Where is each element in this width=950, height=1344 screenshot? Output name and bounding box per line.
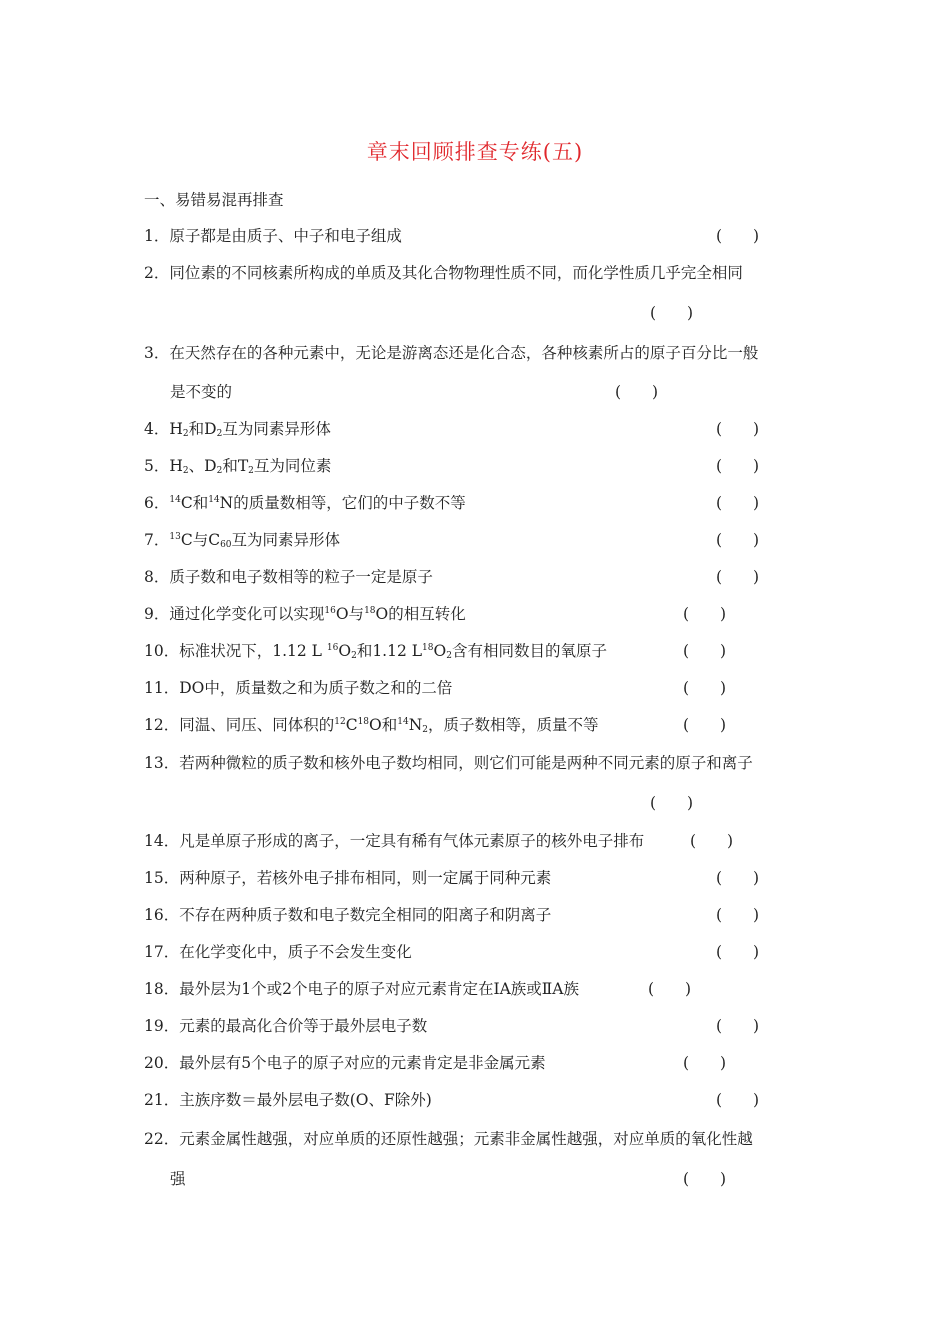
question-11: 11．DO中，质量数之和为质子数之和的二倍 — [144, 679, 453, 697]
question-8: 8．质子数和电子数相等的粒子一定是原子 — [144, 568, 433, 586]
question-4: 4．$H_2$和$D_2$互为同素异形体 — [144, 420, 331, 439]
answer-bracket-17[interactable]: ( ) — [716, 943, 760, 961]
question-7: 7．$^{13}$C与$C_{60}$互为同素异形体 — [144, 531, 341, 550]
question-17: 17．在化学变化中，质子不会发生变化 — [144, 943, 412, 961]
answer-bracket-14[interactable]: ( ) — [690, 832, 734, 850]
answer-bracket-4[interactable]: ( ) — [716, 420, 760, 438]
question-18: 18．最外层为1个或2个电子的原子对应元素肯定在ⅠA族或ⅡA族 — [144, 980, 580, 998]
question-22: 22．元素金属性越强，对应单质的还原性越强；元素非金属性越强，对应单质的氧化性越 — [144, 1130, 753, 1148]
answer-bracket-22[interactable]: ( ) — [683, 1170, 727, 1188]
question-13: 13．若两种微粒的质子数和核外电子数均相同，则它们可能是两种不同元素的原子和离子 — [144, 754, 753, 772]
answer-bracket-18[interactable]: ( ) — [648, 980, 692, 998]
question-3-continuation: 是不变的 — [170, 383, 233, 401]
question-22-continuation: 强 — [170, 1170, 186, 1188]
question-21: 21．主族序数＝最外层电子数(O、F除外) — [144, 1091, 432, 1109]
answer-bracket-1[interactable]: ( ) — [716, 227, 760, 245]
question-10: 10．标准状况下，1.12 L $^{16}O_2$和1.12 $L^{18}O_2$含有相同数目的氧原子 — [144, 642, 607, 661]
question-14: 14．凡是单原子形成的离子，一定具有稀有气体元素原子的核外电子排布 — [144, 832, 645, 850]
question-15: 15．两种原子，若核外电子排布相同，则一定属于同种元素 — [144, 869, 552, 887]
question-6: 6．$^{14}$C和$^{14}$N的质量数相等，它们的中子数不等 — [144, 494, 466, 512]
answer-bracket-8[interactable]: ( ) — [716, 568, 760, 586]
question-16: 16．不存在两种质子数和电子数完全相同的阳离子和阴离子 — [144, 906, 552, 924]
answer-bracket-9[interactable]: ( ) — [683, 605, 727, 623]
answer-bracket-12[interactable]: ( ) — [683, 716, 727, 734]
answer-bracket-19[interactable]: ( ) — [716, 1017, 760, 1035]
answer-bracket-5[interactable]: ( ) — [716, 457, 760, 475]
answer-bracket-16[interactable]: ( ) — [716, 906, 760, 924]
question-3: 3．在天然存在的各种元素中，无论是游离态还是化合态，各种核素所占的原子百分比一般 — [144, 344, 759, 362]
question-2: 2．同位素的不同核素所构成的单质及其化合物物理性质不同，而化学性质几乎完全相同 — [144, 264, 743, 282]
answer-bracket-20[interactable]: ( ) — [683, 1054, 727, 1072]
question-9: 9．通过化学变化可以实现$^{16}$O与$^{18}$O的相互转化 — [144, 605, 466, 623]
answer-bracket-2[interactable]: ( ) — [650, 304, 694, 322]
answer-bracket-7[interactable]: ( ) — [716, 531, 760, 549]
answer-bracket-10[interactable]: ( ) — [683, 642, 727, 660]
question-1: 1．原子都是由质子、中子和电子组成 — [144, 227, 402, 245]
answer-bracket-13[interactable]: ( ) — [650, 794, 694, 812]
answer-bracket-3[interactable]: ( ) — [615, 383, 659, 401]
answer-bracket-15[interactable]: ( ) — [716, 869, 760, 887]
question-5: 5．$H_2$、$D_2$和$T_2$互为同位素 — [144, 457, 332, 476]
question-12: 12．同温、同压、同体积的$^{12}C^{18}O$和$^{14}N_2$，质子数相等，质量不等 — [144, 716, 599, 735]
question-20: 20．最外层有5个电子的原子对应的元素肯定是非金属元素 — [144, 1054, 546, 1072]
page-title: 章末回顾排查专练(五) — [366, 140, 584, 164]
answer-bracket-21[interactable]: ( ) — [716, 1091, 760, 1109]
answer-bracket-6[interactable]: ( ) — [716, 494, 760, 512]
question-19: 19．元素的最高化合价等于最外层电子数 — [144, 1017, 428, 1035]
answer-bracket-11[interactable]: ( ) — [683, 679, 727, 697]
section-heading: 一、易错易混再排查 — [144, 191, 284, 209]
